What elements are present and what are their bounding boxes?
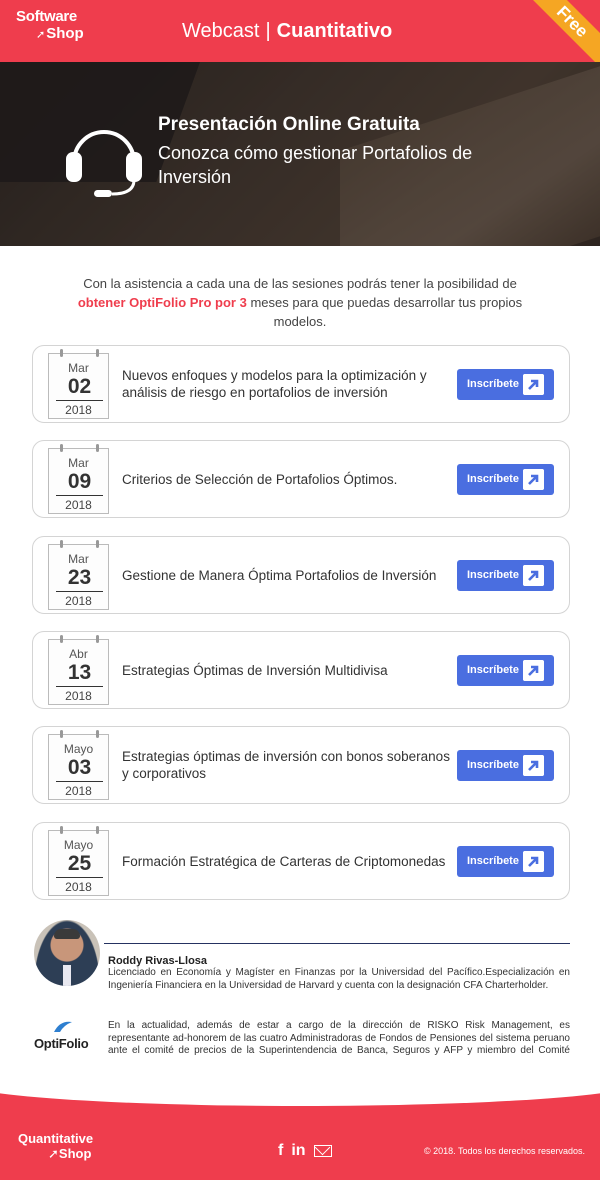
calendar-rings-icon (56, 635, 103, 643)
linkedin-icon[interactable]: in (291, 1142, 306, 1159)
page-title (182, 20, 392, 43)
session-title: Nuevos enfoques y modelos para la optimización y análisis de riesgo en portafolios de inversión (122, 368, 427, 400)
arrow-icon: ➚ (48, 1146, 59, 1161)
optifolio-logo-text: OptiFolio (34, 1036, 89, 1051)
calendar-rings-icon (56, 540, 103, 548)
session-year: 2018 (65, 403, 92, 417)
session-day: 02 (56, 374, 103, 401)
session-title: Formación Estratégica de Carteras de Criptomonedas (122, 853, 446, 869)
calendar-icon (48, 544, 109, 610)
session-month: Mayo (63, 838, 94, 852)
speaker-name: Roddy Rivas-Llosa (108, 955, 208, 967)
session-title: Estrategias Óptimas de Inversión Multidivisa (122, 662, 388, 678)
brand-line2: Shop (46, 25, 84, 42)
session-day: 13 (56, 660, 103, 687)
session-day: 25 (56, 851, 103, 878)
session-year: 2018 (65, 594, 92, 608)
intro-after: meses para que puedas desarrollar tus propios modelos. (246, 295, 523, 329)
calendar-icon (48, 353, 109, 419)
speaker-photo (34, 920, 100, 986)
session-day: 09 (56, 469, 103, 496)
register-button-label: Inscríbete (467, 855, 519, 867)
session-month: Mar (68, 456, 89, 470)
register-button[interactable] (457, 369, 554, 400)
arrow-up-right-icon (523, 565, 544, 586)
register-button[interactable] (457, 750, 554, 781)
session-month: Mar (68, 552, 89, 566)
register-button-label: Inscríbete (467, 473, 519, 485)
session-title: Criterios de Selección de Portafolios Óptimos. (122, 471, 398, 487)
register-button-label: Inscríbete (467, 569, 519, 581)
speaker-bio-2: En la actualidad, además de estar a cargo de la dirección de RISKO Risk Management, es representante ad-honorem de las cuatro Administradoras de Fondos de Pensiones del sistema peruano ante el comité de precios de la Superintendencia de Banca, Seguros y AFP y miembro del Comité (108, 1020, 570, 1056)
session-day: 23 (56, 565, 103, 592)
brand-line1: Software (16, 8, 77, 25)
footer-brand-line1: Quantitative (18, 1131, 94, 1146)
session-month: Mayo (63, 742, 94, 756)
title-cuantitativo: Cuantitativo (276, 20, 393, 42)
session-year: 2018 (65, 784, 92, 798)
speaker-bio-1: Licenciado en Economía y Magíster en Finanzas por la Universidad del Pacífico.Especialización en Ingeniería Financiera en la Universidad de Harvard y cuenta con la designación CFA Charterholder. (108, 967, 570, 991)
hero-banner (0, 62, 600, 246)
calendar-rings-icon (56, 444, 103, 452)
session-year: 2018 (65, 498, 92, 512)
divider (104, 943, 570, 944)
session-card (32, 822, 570, 900)
hero-subtitle: Conozca cómo gestionar Portafolios de Inversión (158, 143, 473, 187)
hero-title: Presentación Online Gratuita (158, 114, 420, 135)
session-day: 03 (56, 755, 103, 782)
register-button[interactable] (457, 560, 554, 591)
facebook-icon[interactable]: f (278, 1142, 284, 1159)
session-month: Mar (68, 361, 89, 375)
title-separator: | (265, 20, 271, 42)
software-shop-logo[interactable] (16, 9, 84, 41)
intro-text (60, 274, 540, 331)
calendar-icon (48, 734, 109, 800)
calendar-icon (48, 830, 109, 896)
calendar-rings-icon (56, 349, 103, 357)
arrow-up-right-icon (523, 374, 544, 395)
calendar-rings-icon (56, 826, 103, 834)
arrow-up-right-icon (523, 660, 544, 681)
headset-icon (60, 114, 148, 204)
header (0, 0, 600, 62)
session-card (32, 726, 570, 804)
session-month: Abr (69, 647, 88, 661)
arrow-up-right-icon (523, 755, 544, 776)
optifolio-swoosh-icon (52, 1020, 74, 1034)
footer (0, 1082, 600, 1180)
session-card (32, 631, 570, 709)
intro-before: Con la asistencia a cada una de las sesiones podrás tener la posibilidad de (83, 276, 517, 291)
register-button-label: Inscríbete (467, 664, 519, 676)
hero-text (158, 114, 538, 189)
calendar-icon (48, 448, 109, 514)
session-card (32, 440, 570, 518)
arrow-up-right-icon (523, 469, 544, 490)
session-card (32, 345, 570, 423)
session-title: Gestione de Manera Óptima Portafolios de Inversión (122, 567, 437, 583)
session-title: Estrategias óptimas de inversión con bonos soberanos y corporativos (122, 749, 450, 781)
arrow-icon: ➚ (36, 29, 46, 41)
quantitative-shop-logo[interactable] (18, 1132, 93, 1160)
copyright: © 2018. Todos los derechos reservados. (424, 1146, 586, 1156)
register-button[interactable] (457, 655, 554, 686)
register-button-label: Inscríbete (467, 759, 519, 771)
free-ribbon: Free (521, 0, 600, 62)
social-links (278, 1142, 332, 1160)
calendar-rings-icon (56, 730, 103, 738)
arrow-up-right-icon (523, 851, 544, 872)
register-button[interactable] (457, 464, 554, 495)
session-year: 2018 (65, 880, 92, 894)
session-card (32, 536, 570, 614)
register-button-label: Inscríbete (467, 378, 519, 390)
footer-brand-line2: Shop (58, 1146, 92, 1161)
mail-icon[interactable] (314, 1145, 332, 1157)
intro-highlight: obtener OptiFolio Pro por 3 (77, 295, 247, 310)
session-year: 2018 (65, 689, 92, 703)
calendar-icon (48, 639, 109, 705)
register-button[interactable] (457, 846, 554, 877)
title-webcast: Webcast (182, 20, 260, 42)
